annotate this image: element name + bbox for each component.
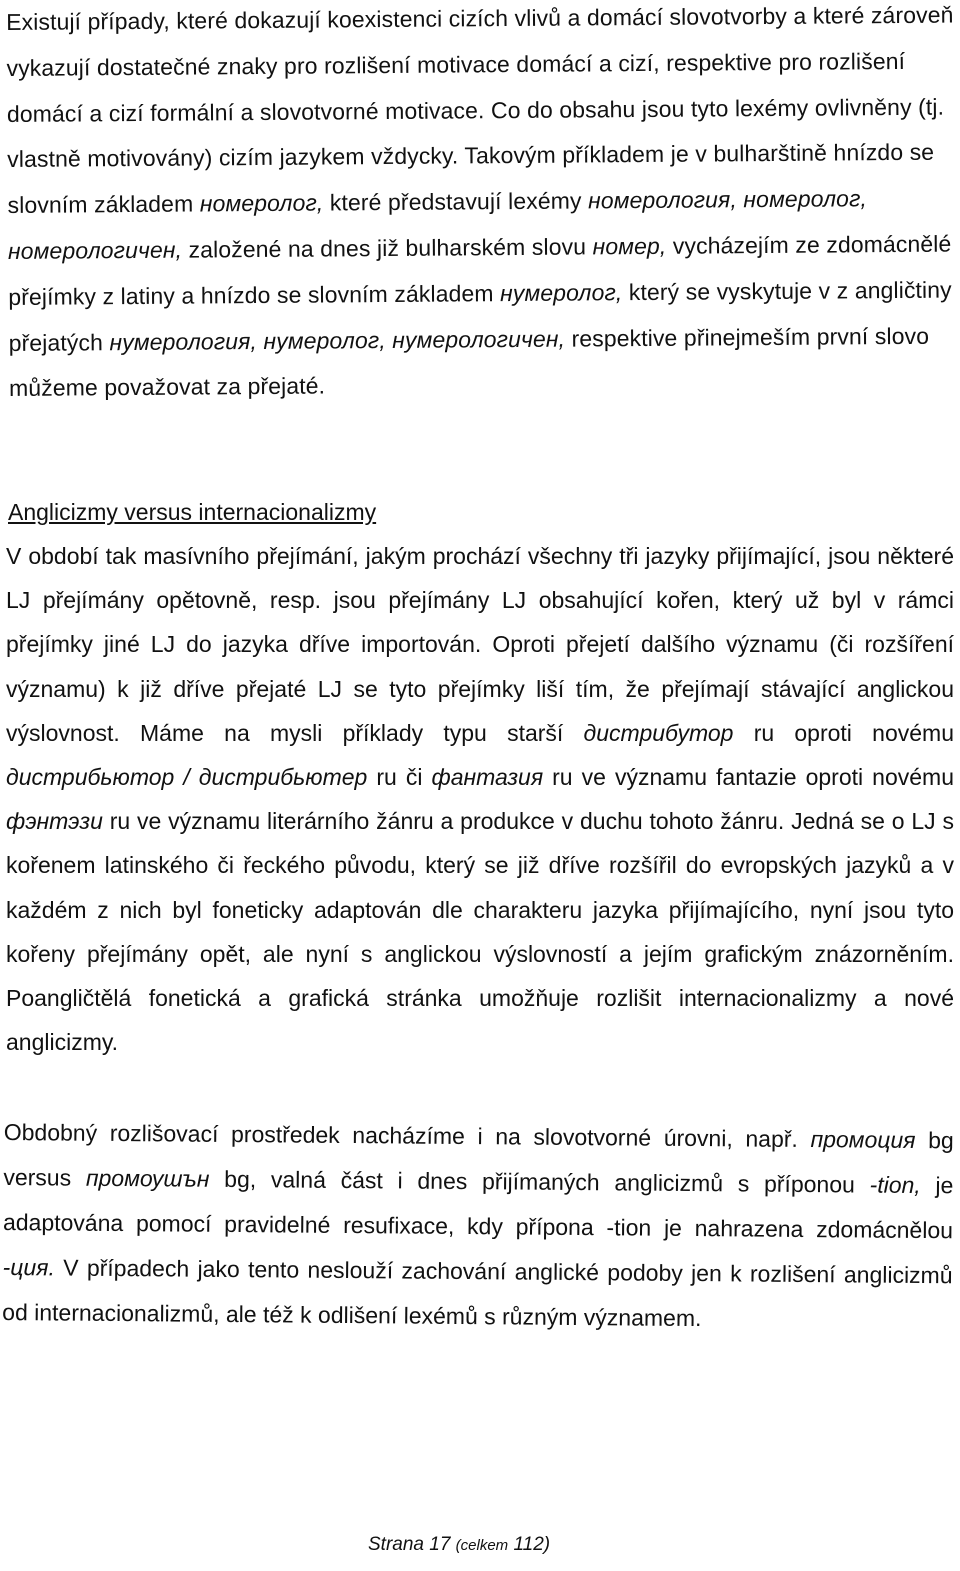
section-heading: Anglicizmy versus internacionalizmy — [8, 499, 377, 525]
cyrillic-term: нумеролог, — [499, 278, 623, 306]
text-run: bg, valná část i dnes přijímaných anglicizmů s příponou — [209, 1165, 870, 1198]
cyrillic-term: фэнтэзи — [6, 808, 103, 835]
text-run: Obdobný rozlišovací prostředek nacházíme i na slovotvorné úrovni, např. — [3, 1118, 811, 1153]
text-run: ru ve významu fantazie oproti novému — [543, 764, 954, 791]
cyrillic-term: номеролог, — [199, 189, 324, 217]
text-run: který se vyskytuje v z angličtiny přejatých — [8, 276, 952, 356]
text-run: založené na dnes již bulharském slovu — [181, 233, 593, 263]
suffix-term: -tion, — [869, 1171, 921, 1199]
cyrillic-term: промоция — [810, 1126, 916, 1153]
cyrillic-term: промоушън — [85, 1164, 210, 1192]
page-total: 112) — [508, 1534, 551, 1555]
cyrillic-term: номерология, номеролог, номерологичен, — [7, 185, 868, 264]
paragraph-intro — [6, 0, 957, 412]
text-run: Existují případy, které dokazují koexistenci cizích vlivů a domácí slovotvorby a které zároveň vykazují dostatečné znaky pro rozlišení motivace domácí a cizí, respektive pro rozlišení domácí a cizí formální a slovotvorné motivace. Co do obsahu jsou tyto lexémy ovlivněny (tj. vlastně motivovány) cizím jazykem vždycky. Takovým příkladem je v bulharštině hnízdo se slovním základem — [6, 1, 954, 219]
paragraph-word-formation — [2, 1110, 954, 1343]
text-run: respektive přinejmeším první slovo můžeme považovat za přejaté. — [8, 322, 930, 402]
text-run: vycházejím ze zdomácnělé přejímky z latiny a hnízdo se slovním základem — [8, 230, 952, 310]
cyrillic-term: -ция. — [2, 1253, 56, 1281]
text-run: které představují lexémy — [323, 187, 589, 216]
text-run: ru oproti novému — [733, 719, 954, 746]
cyrillic-term: фантазия — [431, 764, 544, 791]
cyrillic-term: номер, — [592, 232, 667, 260]
text-run: ru či — [367, 764, 432, 791]
cyrillic-term: дистрибьютор / дистрибьютер — [6, 764, 368, 791]
cyrillic-term: нумерология, нумеролог, нумерологичен, — [109, 325, 566, 355]
text-run: V období tak masívního přejímání, jakým prochází všechny tři jazyky přijímající, jsou některé LJ přejímány opětovně, resp. jsou přejímány LJ obsahující kořen, který už byl v rámci přejímky jiné LJ do jazyka dříve importován. Oproti přejetí dalšího významu (či rozšíření významu) k již dříve přejaté LJ se tyto přejímky liší tím, že přejímají stávající anglickou výslovnost. Máme na mysli příklady typu starší — [6, 543, 954, 746]
page-number: Strana 17 — [368, 1534, 456, 1555]
text-run: V případech jako tento neslouží zachování anglické podoby jen k rozlišení anglicizmů od internacionalizmů, ale též k odlišení lexémů s různým významem. — [2, 1254, 953, 1332]
cyrillic-term: дистрибутор — [583, 719, 734, 746]
text-run: ru ve významu literárního žánru a produkce v duchu tohoto žánru. Jedná se o LJ s kořenem latinského či řeckého původu, který se již dříve rozšířil do evropských jazyků a v každém z nich byl foneticky adaptován dle charakteru jazyka přijímajícího, nyní jsou tyto kořeny přejímány opět, ale nyní s anglickou výslovností a jejím grafickým znázorněním. Poangličtělá fonetická a grafická stránka umožňuje rozlišit internacionalizmy a nové anglicizmy. — [6, 808, 954, 1056]
paragraph-anglicisms — [6, 534, 954, 1064]
text-run: bg versus — [3, 1126, 954, 1191]
text-run: je adaptována pomocí pravidelné resufixace, kdy přípona -tion je nahrazena zdomácnělou — [2, 1172, 954, 1244]
page-footer — [368, 1534, 550, 1556]
page-total-label: (celkem — [455, 1537, 509, 1554]
